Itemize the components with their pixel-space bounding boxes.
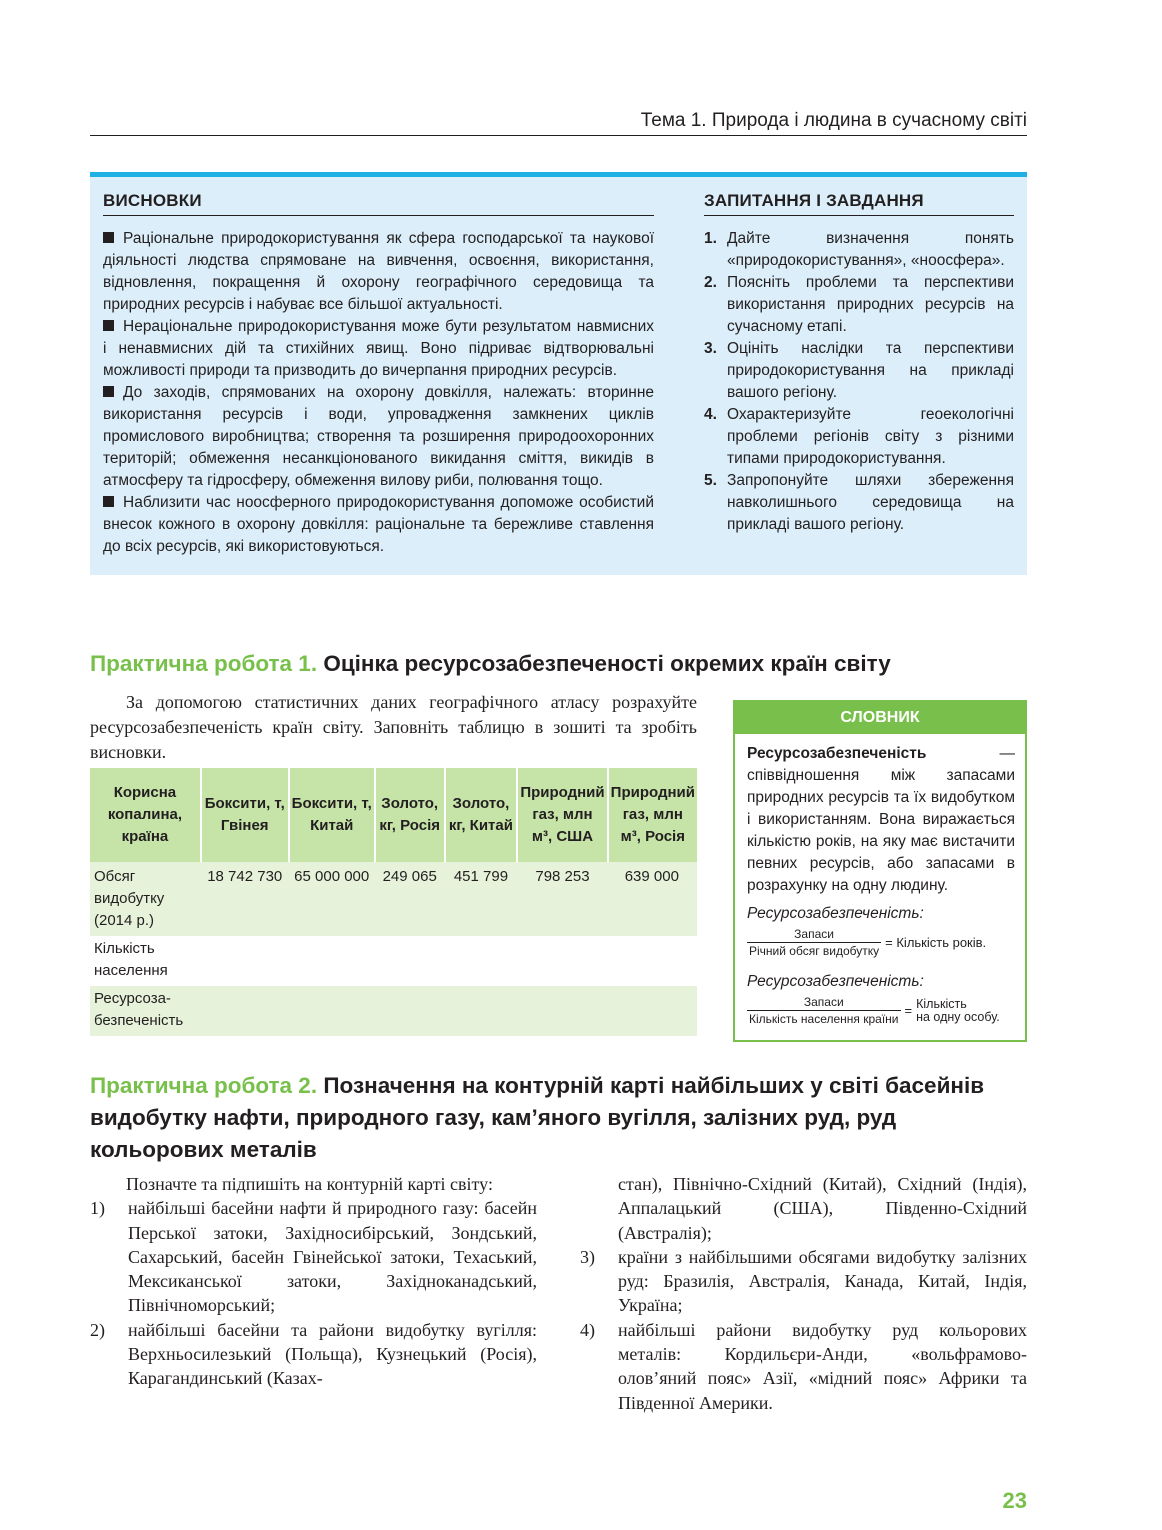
table-header-row <box>90 768 697 862</box>
practical-work-1-title: Оцінка ресурсозабезпеченості окремих країн світу <box>323 651 891 676</box>
practical-work-2-list-continued <box>580 1245 1027 1415</box>
formula-1-numerator: Запаси <box>747 926 881 943</box>
practical-work-2-list <box>90 1196 537 1390</box>
glossary-definition <box>747 743 1015 897</box>
table-header: Природний газ, млн м³, Росія <box>609 768 697 862</box>
list-number: 1) <box>90 1198 105 1219</box>
row-label: Кількість населення <box>94 940 168 979</box>
formula-2 <box>747 994 1000 1027</box>
list-item <box>580 1318 1027 1415</box>
formula-1-fraction <box>747 926 881 959</box>
practical-work-1-label: Практична робота 1. <box>90 651 318 676</box>
list-item <box>90 1318 537 1391</box>
table-cell: 451 799 <box>446 862 519 936</box>
table-cell: 798 253 <box>518 862 608 936</box>
square-bullet-icon <box>103 496 114 507</box>
question-text: Поясніть проблеми та перспективи використання природних ресурсів на сучасному етапі. <box>727 274 1014 335</box>
table-header: Боксити, т, Гвінея <box>202 768 290 862</box>
formula-2-numerator: Запаси <box>747 994 901 1011</box>
table-header: Золото, кг, Китай <box>446 768 519 862</box>
table-cell <box>518 936 608 986</box>
conclusion-paragraph: Наблизити час ноосферного природокористування допоможе особистий внесок кожного в охорону довкілля: раціональне та бережливе ставлення до всіх ресурсів, які використовуються. <box>103 494 654 555</box>
table-header: Золото, кг, Росія <box>376 768 446 862</box>
page-number: 23 <box>1002 1488 1027 1513</box>
formula-2-result: Кількість на одну особу. <box>916 996 1000 1024</box>
question-item <box>704 404 1014 470</box>
resource-table <box>90 768 697 1036</box>
table-cell <box>290 936 376 986</box>
formula-1-denominator: Річний обсяг видобутку <box>749 944 880 958</box>
table-cell <box>609 936 697 986</box>
formula-2-fraction <box>747 994 901 1027</box>
practical-work-2-intro: Позначте та підпишіть на контурній карті світу: <box>126 1174 493 1194</box>
list-text: найбільші басейни та райони видобутку вугілля: Верхньосилезький (Польща), Кузнецький (Росія), Карагандинський (Казах- <box>128 1319 537 1389</box>
table-header: Боксити, т, Китай <box>290 768 376 862</box>
table-header: Корисна копалина, країна <box>90 768 202 862</box>
equals-sign: = <box>904 1002 913 1018</box>
question-text: Охарактеризуйте геоекологічні проблеми регіонів світу з різними типами природокористування. <box>727 406 1014 467</box>
row-label: Ресурсоза- безпеченість <box>90 986 202 1036</box>
questions-list <box>704 228 1014 536</box>
conclusion-paragraph: Нераціональне природокористування може бути результатом навмисних і ненавмисних дій та стихійних явищ. Воно підриває відтворювальні можливості природи та призводить до вичерпання природних ресурсів. <box>103 318 654 379</box>
practical-work-2-label: Практична робота 2. <box>90 1073 318 1098</box>
table-row <box>90 986 697 1036</box>
question-text: Оцініть наслідки та перспективи природокористування на прикладі вашого регіону. <box>727 340 1014 401</box>
formula-1-label: Ресурсозабезпеченість: <box>747 905 924 922</box>
question-item <box>704 470 1014 536</box>
conclusions-heading: ВИСНОВКИ <box>103 191 654 216</box>
conclusion-paragraph: До заходів, спрямованих на охорону довкілля, належать: вторинне використання ресурсів і води, упровадження замкнених циклів промислового виробництва; створення та розширення природоохоронних територій; обмеження несанкціонованого викидання сміття, викидів в атмосферу та гідросферу, обмеження вилову риби, полювання тощо. <box>103 384 654 489</box>
list-number: 2) <box>90 1319 105 1340</box>
glossary-term: Ресурсозабезпеченість <box>747 745 927 762</box>
table-cell <box>202 936 290 986</box>
table-cell: 249 065 <box>376 862 446 936</box>
formula-1-result: = Кількість років. <box>885 934 987 950</box>
question-item <box>704 228 1014 272</box>
list-text: країни з найбільшими обсягами видобутку залізних руд: Бразилія, Австралія, Канада, Китай, Індія, Україна; <box>618 1246 1027 1316</box>
question-number: 3. <box>704 340 717 357</box>
practical-work-2-right-column <box>580 1172 1027 1415</box>
glossary-definition-text: — співвідношення між запасами природних ресурсів та їх видобутком і використанням. Вона виражається кількістю років, на яку має вистачити певних ресурсів, або запасами в розрахунку на одну людину. <box>747 745 1015 894</box>
table-cell <box>518 986 608 1036</box>
formula-2-denominator: Кількість населення країни <box>749 1012 899 1026</box>
glossary-box <box>733 700 1027 1042</box>
square-bullet-icon <box>103 320 114 331</box>
question-item <box>704 338 1014 404</box>
table-cell <box>290 986 376 1036</box>
square-bullet-icon <box>103 386 114 397</box>
table-cell: 18 742 730 <box>202 862 290 936</box>
table-cell <box>202 986 290 1036</box>
practical-work-1-intro: За допомогою статистичних даних географічного атласу розрахуйте ресурсозабезпеченість країн світу. Заповніть таблицю в зошиті та зробіть висновки. <box>90 692 697 762</box>
conclusion-paragraph: Раціональне природокористування як сфера господарської та наукової діяльності людства спрямоване на вивчення, освоєння, використання, відновлення, покращення й охорону географічного середовища та природних ресурсів і набуває все більшої актуальності. <box>103 230 654 313</box>
list-number: 4) <box>580 1319 595 1340</box>
question-text: Дайте визначення понять «природокористування», «ноосфера». <box>727 230 1014 269</box>
questions-heading: ЗАПИТАННЯ І ЗАВДАННЯ <box>704 191 1014 216</box>
practical-work-2-title: Позначення на контурній карті найбільших у світі басейнів видобутку нафти, природного газу, кам’яного вугілля, залізних руд, руд кольорових металів <box>90 1073 985 1162</box>
row-label: Обсяг видобутку (2014 р.) <box>90 862 202 936</box>
question-number: 1. <box>704 230 717 247</box>
question-number: 5. <box>704 472 717 489</box>
table-row <box>90 936 697 986</box>
formula-1 <box>747 926 986 959</box>
table-cell <box>446 986 519 1036</box>
list-number: 3) <box>580 1246 595 1267</box>
list-text: найбільші басейни нафти й природного газу: басейн Перської затоки, Західносибірський, Зондський, Сахарський, басейн Гвінейської затоки, Техаський, Мексиканської затоки, Західноканадський, Північноморський; <box>128 1198 537 1316</box>
question-number: 2. <box>704 274 717 291</box>
table-cell <box>609 986 697 1036</box>
conclusions-text <box>103 228 654 558</box>
table-header: Природний газ, млн м³, США <box>518 768 608 862</box>
summary-box <box>90 172 1027 575</box>
table-cell <box>446 936 519 986</box>
list-item-continuation: стан), Північно-Східний (Китай), Східний (Індія), Аппалацький (США), Південно-Східний (Австралія); <box>618 1174 1027 1243</box>
list-item <box>90 1196 537 1317</box>
list-text: найбільші райони видобутку руд кольорових металів: Кордильєри-Анди, «вольфрамово-олов’яний пояс» Азії, «мідний пояс» Африки та Південної Америки. <box>618 1319 1027 1413</box>
running-header <box>90 108 1027 136</box>
square-bullet-icon <box>103 232 114 243</box>
table-cell <box>376 986 446 1036</box>
glossary-title: СЛОВНИК <box>735 702 1025 734</box>
running-header-title: Тема 1. Природа і людина в сучасному світі <box>640 110 1027 131</box>
list-item <box>580 1245 1027 1318</box>
practical-work-2-left-column <box>90 1172 537 1391</box>
question-text: Запропонуйте шляхи збереження навколишнього середовища на прикладі вашого регіону. <box>727 472 1014 533</box>
table-row <box>90 862 697 936</box>
formula-2-label: Ресурсозабезпеченість: <box>747 973 924 990</box>
question-item <box>704 272 1014 338</box>
practical-work-2-heading <box>90 1070 1027 1166</box>
table-cell <box>376 936 446 986</box>
question-number: 4. <box>704 406 717 423</box>
table-cell: 639 000 <box>609 862 697 936</box>
table-cell: 65 000 000 <box>290 862 376 936</box>
practical-work-1-heading <box>90 648 1027 680</box>
